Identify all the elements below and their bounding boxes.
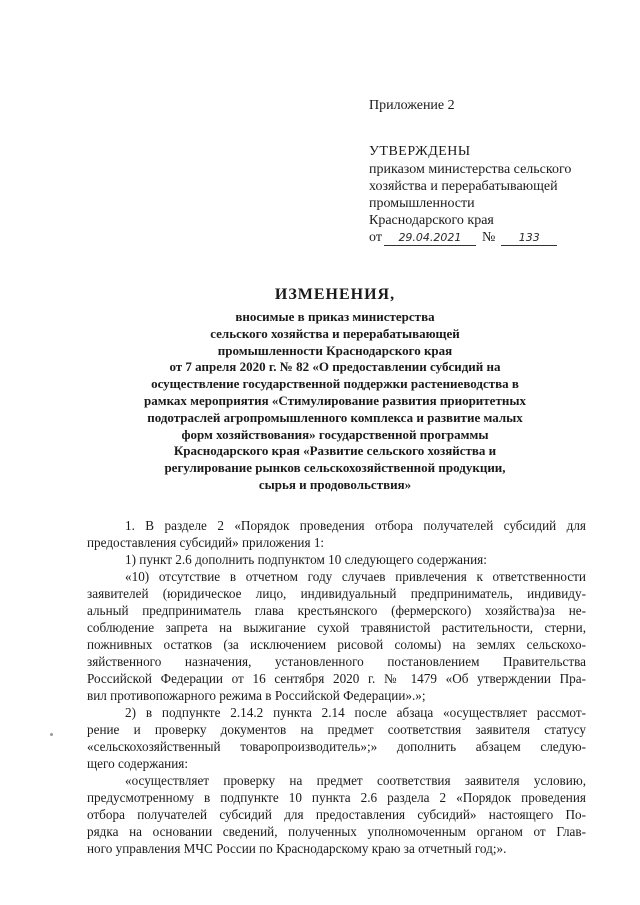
- body-line: предоставления субсидий» приложения 1:: [87, 535, 325, 550]
- paragraph-subitem-10: [87, 568, 586, 704]
- body-line: «сельскохозяйственный товаропроизводитель»;» дополнить абзацем следую-: [87, 739, 586, 754]
- title-line: регулирование рынков сельскохозяйственной продукции,: [164, 460, 506, 476]
- handwritten-date: 29.04.2021: [384, 231, 476, 246]
- title-line: рамках мероприятия «Стимулирование развития приоритетных: [144, 392, 526, 408]
- body-line: рение и проверку документов на предмет соответствия заявителя статусу: [87, 722, 586, 737]
- scan-speck: [50, 733, 53, 736]
- body-line: заявителей (юридическое лицо, индивидуальный предприниматель, индивиду-: [87, 586, 586, 601]
- handwritten-number: 133: [501, 231, 557, 246]
- document-body: [87, 517, 586, 857]
- body-line: альный предприниматель глава крестьянского (фермерского) хозяйства)за не-: [87, 603, 586, 618]
- approval-block: [369, 97, 609, 246]
- title-subtitle: [100, 309, 570, 494]
- title-line: сельского хозяйства и перерабатывающей: [210, 325, 460, 341]
- body-line: рядка на основании сведений, полученных уполномоченным органом от Глав-: [87, 824, 586, 839]
- title-line: от 7 апреля 2020 г. № 82 «О предоставлении субсидий на: [169, 359, 501, 375]
- body-line: Российской Федерации от 16 сентября 2020 г. № 1479 «Об утверждении Пра-: [87, 671, 586, 686]
- title-main: ИЗМЕНЕНИЯ,: [274, 286, 396, 303]
- approval-line: приказом министерства сельского: [369, 162, 572, 177]
- number-sign: №: [481, 230, 496, 245]
- order-date-line: [369, 229, 609, 246]
- document-title: [100, 285, 570, 494]
- approved-heading: УТВЕРЖДЕНЫ: [369, 144, 471, 159]
- title-line: промышленности Краснодарского края: [217, 342, 453, 358]
- approval-line: промышленности: [369, 196, 475, 211]
- body-line: «10) отсутствие в отчетном году случаев привлечения к ответственности: [125, 569, 586, 584]
- body-line: предусмотренному в подпункте 10 пункта 2.6 раздела 2 «Порядок проведения: [87, 790, 586, 805]
- body-line: зяйственного назначения, установленного постановлением Правительства: [87, 654, 586, 669]
- title-line: вносимые в приказ министерства: [235, 309, 435, 324]
- title-line: Краснодарского края «Развитие сельского хозяйства и: [173, 443, 497, 459]
- title-line: форм хозяйствования» государственной программы: [181, 426, 489, 442]
- appendix-label: Приложение 2: [369, 98, 455, 113]
- paragraph-inserted-text: [87, 772, 586, 857]
- date-prefix: от: [369, 230, 382, 245]
- approval-line: хозяйства и перерабатывающей: [369, 179, 558, 194]
- paragraph-item-2: [87, 704, 586, 772]
- body-line: 2) в подпункте 2.14.2 пункта 2.14 после абзаца «осуществляет рассмот-: [125, 705, 586, 720]
- title-line: подотраслей агропромышленного комплекса и развитие малых: [147, 409, 523, 425]
- body-line: щего содержания:: [87, 756, 189, 771]
- paragraph-section-1: [87, 517, 586, 551]
- title-line: осуществление государственной поддержки растениеводства в: [151, 376, 519, 392]
- approval-line: Краснодарского края: [369, 213, 494, 228]
- title-line: сырья и продовольствия»: [258, 476, 412, 492]
- body-line: 1) пункт 2.6 дополнить подпунктом 10 следующего содержания:: [125, 552, 487, 567]
- paragraph-item-1: [87, 551, 586, 568]
- body-line: ного управления МЧС России по Краснодарскому краю за отчетный год;».: [87, 841, 507, 856]
- body-line: соблюдение запрета на выжигание сухой травянистой растительности, стерни,: [87, 620, 586, 635]
- body-line: пожнивных остатков (за исключением рисовой соломы) на землях сельскохо-: [87, 637, 586, 652]
- body-line: вил противопожарного режима в Российской Федерации».»;: [87, 688, 426, 703]
- body-line: «осуществляет проверку на предмет соответствия заявителя условию,: [125, 773, 586, 788]
- body-line: 1. В разделе 2 «Порядок проведения отбора получателей субсидий для: [125, 518, 586, 533]
- body-line: отбора получателей субсидий для предоставления субсидий» настоящего По-: [87, 807, 586, 822]
